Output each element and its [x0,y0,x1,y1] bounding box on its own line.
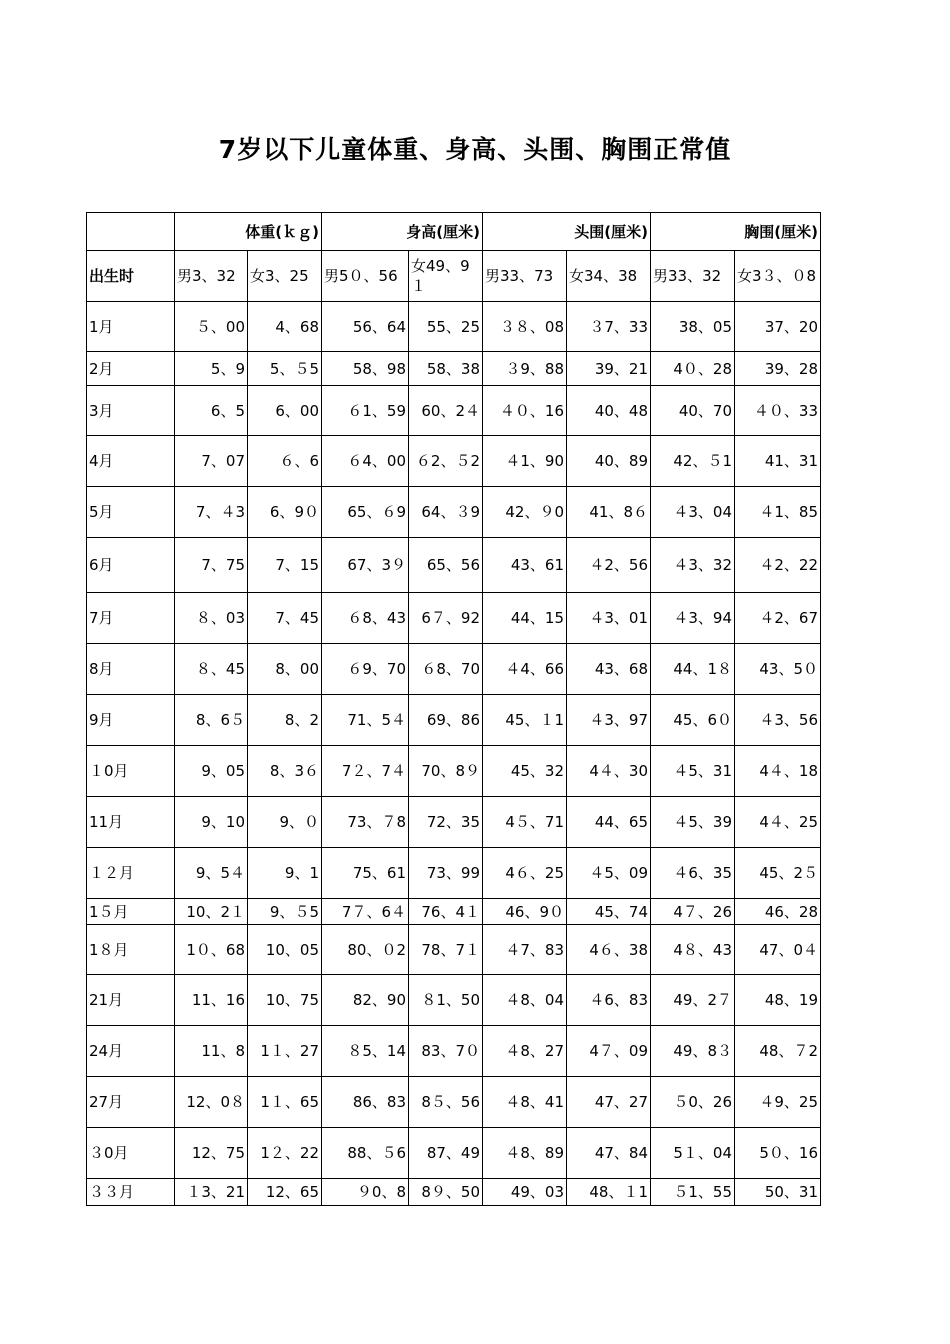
table-cell: 5０、16 [735,1128,821,1179]
table-cell: 4７、09 [567,1026,651,1077]
table-cell: 7、07 [175,436,248,487]
table-cell: ４7、83 [483,925,567,975]
table-cell: ８、03 [175,593,248,644]
table-cell: ６2、５2 [409,436,483,487]
table-cell: ８5、14 [322,1026,409,1077]
header-cell-blank [87,213,175,251]
table-row [87,746,821,797]
row-label: 27月 [87,1077,175,1128]
table-cell: 6、9０ [248,487,322,538]
row-label: 8月 [87,644,175,695]
table-cell: ８、45 [175,644,248,695]
table-cell: ５1、55 [651,1179,735,1206]
table-cell: 男3、32 [175,251,248,302]
table-cell: 8９、50 [409,1179,483,1206]
row-label: 11月 [87,797,175,848]
table-cell: 7７、6４ [322,899,409,925]
table-row [87,1077,821,1128]
table-row [87,975,821,1026]
row-label: １0月 [87,746,175,797]
table-cell: 8、3６ [248,746,322,797]
table-cell: 4７、26 [651,899,735,925]
table-row [87,925,821,975]
table-cell: 49、2７ [651,975,735,1026]
table-cell: 1２、22 [248,1128,322,1179]
table-cell: 50、31 [735,1179,821,1206]
table-cell: ４０、33 [735,386,821,436]
table-cell: 76、4１ [409,899,483,925]
table-cell: 11、8 [175,1026,248,1077]
table-cell: 12、65 [248,1179,322,1206]
table-cell: 9、5４ [175,848,248,899]
row-label: 2月 [87,352,175,386]
table-cell: 58、98 [322,352,409,386]
table-cell: 39、21 [567,352,651,386]
table-cell: ４3、97 [567,695,651,746]
table-cell: ４8、41 [483,1077,567,1128]
table-cell: ４3、56 [735,695,821,746]
table-row [87,899,821,925]
table-cell: 10、2１ [175,899,248,925]
header-height: 身高(厘米) [322,213,483,251]
row-label: 4月 [87,436,175,487]
table-cell: 4８、43 [651,925,735,975]
table-row [87,538,821,593]
table-cell: 43、61 [483,538,567,593]
table-cell: 4、68 [248,302,322,352]
table-row [87,695,821,746]
table-cell: ４3、94 [651,593,735,644]
row-label: 1８月 [87,925,175,975]
table-cell: 71、5４ [322,695,409,746]
table-row [87,352,821,386]
table-cell: 55、25 [409,302,483,352]
row-label: 5月 [87,487,175,538]
table-cell: 86、83 [322,1077,409,1128]
table-cell: 7、45 [248,593,322,644]
table-cell: 47、27 [567,1077,651,1128]
table-cell: 4６、38 [567,925,651,975]
table-cell: ４6、83 [567,975,651,1026]
table-cell: 9、05 [175,746,248,797]
row-label: 24月 [87,1026,175,1077]
table-cell: 41、8６ [567,487,651,538]
growth-table [86,212,821,1206]
header-weight: 体重(ｋｇ) [175,213,322,251]
table-cell: ４8、27 [483,1026,567,1077]
table-cell: 48、１1 [567,1179,651,1206]
table-cell: ４2、67 [735,593,821,644]
table-cell: ４3、01 [567,593,651,644]
table-cell: 82、90 [322,975,409,1026]
row-label: 1月 [87,302,175,352]
table-cell: 女34、38 [567,251,651,302]
row-label: 7月 [87,593,175,644]
table-cell: 10、75 [248,975,322,1026]
table-cell: ４4、66 [483,644,567,695]
table-cell: 11、16 [175,975,248,1026]
row-label: 21月 [87,975,175,1026]
table-cell: ４2、56 [567,538,651,593]
table-row [87,251,821,302]
table-cell: 42、５1 [651,436,735,487]
table-cell: 6、00 [248,386,322,436]
table-cell: 45、2５ [735,848,821,899]
table-cell: 4４、30 [567,746,651,797]
table-cell: 5１、04 [651,1128,735,1179]
table-cell: 12、75 [175,1128,248,1179]
table-cell: ９0、8 [322,1179,409,1206]
table-cell: 41、31 [735,436,821,487]
table-cell: 4６、25 [483,848,567,899]
table-cell: ６8、43 [322,593,409,644]
table-cell: 70、8９ [409,746,483,797]
table-row [87,487,821,538]
table-row [87,436,821,487]
table-cell: 4４、25 [735,797,821,848]
table-cell: 67、3９ [322,538,409,593]
table-row [87,797,821,848]
table-cell: 7、15 [248,538,322,593]
table-cell: 45、6０ [651,695,735,746]
table-cell: 4０、28 [651,352,735,386]
table-cell: 39、28 [735,352,821,386]
row-label: 1５月 [87,899,175,925]
table-cell: 60、2４ [409,386,483,436]
table-cell: １3、21 [175,1179,248,1206]
table-cell: 65、56 [409,538,483,593]
table-cell: 38、05 [651,302,735,352]
table-row [87,1179,821,1206]
table-cell: 7、75 [175,538,248,593]
table-cell: 12、0８ [175,1077,248,1128]
table-cell: ５、00 [175,302,248,352]
table-cell: 49、8３ [651,1026,735,1077]
table-row [87,1026,821,1077]
table-cell: 64、３9 [409,487,483,538]
table-cell: 44、1８ [651,644,735,695]
table-cell: ４5、31 [651,746,735,797]
table-row [87,1128,821,1179]
table-cell: 男5０、56 [322,251,409,302]
table-cell: 49、03 [483,1179,567,1206]
table-cell: 1１、65 [248,1077,322,1128]
table-cell: 9、1 [248,848,322,899]
table-cell: ４1、85 [735,487,821,538]
table-cell: 83、7０ [409,1026,483,1077]
table-cell: 46、9０ [483,899,567,925]
table-cell: ６9、70 [322,644,409,695]
table-cell: 58、38 [409,352,483,386]
table-cell: 8、00 [248,644,322,695]
table-cell: ４8、04 [483,975,567,1026]
table-cell: 65、６9 [322,487,409,538]
table-cell: 80、０2 [322,925,409,975]
table-cell: 44、15 [483,593,567,644]
table-cell: 8５、56 [409,1077,483,1128]
table-cell: 47、0４ [735,925,821,975]
table-cell: ６1、59 [322,386,409,436]
table-cell: 45、32 [483,746,567,797]
row-label: 3月 [87,386,175,436]
table-cell: ３7、33 [567,302,651,352]
table-row [87,302,821,352]
table-cell: 7、４3 [175,487,248,538]
table-cell: 女3、25 [248,251,322,302]
table-cell: 8、2 [248,695,322,746]
table-cell: 40、48 [567,386,651,436]
table-cell: 75、61 [322,848,409,899]
table-cell: 48、19 [735,975,821,1026]
table-cell: 47、84 [567,1128,651,1179]
header-row [87,213,821,251]
table-cell: 40、89 [567,436,651,487]
page-title: 7岁以下儿童体重、身高、头围、胸围正常值 [218,135,732,164]
table-cell: 女49、9１ [409,251,483,302]
table-cell: 5、５5 [248,352,322,386]
table-cell: 88、５6 [322,1128,409,1179]
table-cell: 女3３、０8 [735,251,821,302]
table-cell: 男33、32 [651,251,735,302]
table-cell: 69、86 [409,695,483,746]
table-cell: 9、10 [175,797,248,848]
table-cell: 6７、92 [409,593,483,644]
table-cell: 45、１1 [483,695,567,746]
header-head-circumference: 头围(厘米) [483,213,651,251]
table-cell: 44、65 [567,797,651,848]
table-cell: 45、74 [567,899,651,925]
table-cell: 56、64 [322,302,409,352]
row-label: ３３月 [87,1179,175,1206]
table-cell: ５0、26 [651,1077,735,1128]
row-label: ３0月 [87,1128,175,1179]
table-cell: 73、99 [409,848,483,899]
table-cell: ６4、00 [322,436,409,487]
table-cell: ４6、35 [651,848,735,899]
table-cell: 4５、71 [483,797,567,848]
table-cell: 男33、73 [483,251,567,302]
table-cell: ４2、22 [735,538,821,593]
table-cell: ８1、50 [409,975,483,1026]
table-body [87,213,821,1206]
table-cell: ４8、89 [483,1128,567,1179]
table-cell: ６8、70 [409,644,483,695]
table-cell: 9、０ [248,797,322,848]
table-cell: ３9、88 [483,352,567,386]
table-cell: 43、68 [567,644,651,695]
table-cell: 73、７8 [322,797,409,848]
header-chest-circumference: 胸围(厘米) [651,213,821,251]
table-cell: 46、28 [735,899,821,925]
table-cell: 5、9 [175,352,248,386]
row-label: 6月 [87,538,175,593]
table-cell: 1０、68 [175,925,248,975]
table-row [87,644,821,695]
table-cell: 78、7１ [409,925,483,975]
table-cell: ４9、25 [735,1077,821,1128]
table-cell: 8、6５ [175,695,248,746]
table-cell: 72、35 [409,797,483,848]
table-cell: 4４、18 [735,746,821,797]
table-cell: 37、20 [735,302,821,352]
table-cell: ４1、90 [483,436,567,487]
row-label: 9月 [87,695,175,746]
table-cell: ３８、08 [483,302,567,352]
table-cell: 43、5０ [735,644,821,695]
table-cell: ４3、04 [651,487,735,538]
table-row [87,386,821,436]
table-cell: ４3、32 [651,538,735,593]
table-cell: 10、05 [248,925,322,975]
table-cell: ４5、39 [651,797,735,848]
row-label: 出生时 [87,251,175,302]
table-cell: ４5、09 [567,848,651,899]
table-cell: 1１、27 [248,1026,322,1077]
table-cell: 6、5 [175,386,248,436]
table-cell: ６、6 [248,436,322,487]
table-row [87,593,821,644]
table-cell: 40、70 [651,386,735,436]
table-cell: 87、49 [409,1128,483,1179]
table-cell: 7２、7４ [322,746,409,797]
table-row [87,848,821,899]
table-cell: 9、５5 [248,899,322,925]
table-cell: 42、９0 [483,487,567,538]
table-cell: ４０、16 [483,386,567,436]
table-cell: 48、７2 [735,1026,821,1077]
row-label: １２月 [87,848,175,899]
